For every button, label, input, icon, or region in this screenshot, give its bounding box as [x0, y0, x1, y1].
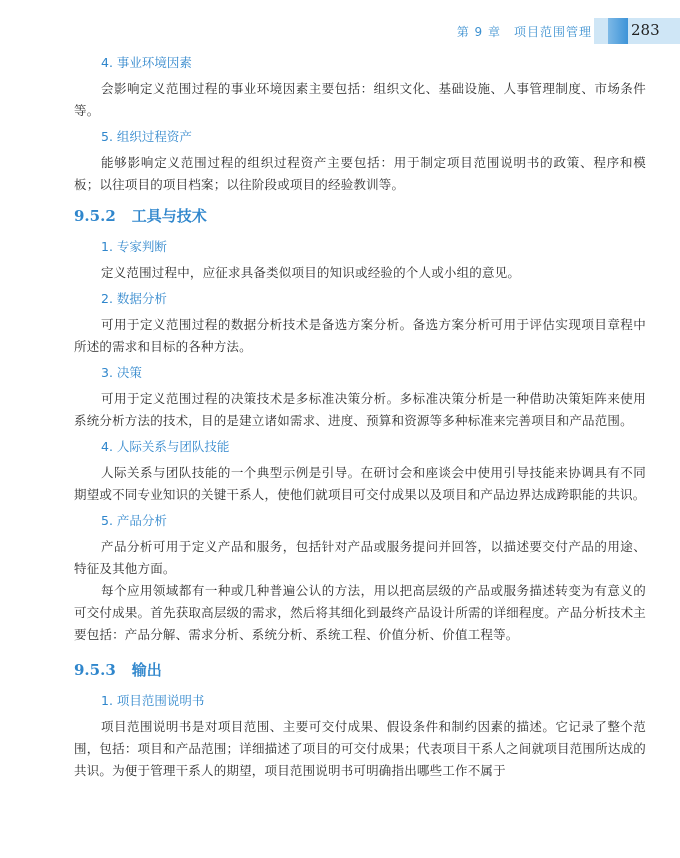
subsection-number: 9.5.2 — [74, 207, 116, 225]
paragraph: 每个应用领域都有一种或几种普遍公认的方法，用以把高层级的产品或服务描述转变为有意义的可交付成果。首先获取高层级的需求，然后将其细化到最终产品设计所需的详细程度。产品分析技术主要包括：产品分解、需求分析、系统分析、系统工程、价值分析、价值工程等。 — [74, 583, 646, 642]
subsection-heading — [74, 654, 646, 686]
subsection-heading — [74, 200, 646, 232]
paragraph: 能够影响定义范围过程的组织过程资产主要包括：用于制定项目范围说明书的政策、程序和模板；以往项目的项目档案；以往阶段或项目的经验教训等。 — [74, 155, 646, 192]
paragraph: 项目范围说明书是对项目范围、主要可交付成果、假设条件和制约因素的描述。它记录了整个范围，包括：项目和产品范围；详细描述了项目的可交付成果；代表项目干系人之间就项目范围所达成的共识。为便于管理干系人的期望，项目范围说明书可明确指出哪些工作不属于 — [74, 719, 646, 778]
paragraph: 可用于定义范围过程的决策技术是多标准决策分析。多标准决策分析是一种借助决策矩阵来使用系统分析方法的技术，目的是建立诸如需求、进度、预算和资源等多种标准来完善项目和产品范围。 — [74, 391, 646, 428]
section-heading: 3. 决策 — [101, 365, 142, 380]
section-heading: 5. 组织过程资产 — [101, 129, 192, 144]
paragraph: 产品分析可用于定义产品和服务，包括针对产品或服务提问并回答，以描述要交付产品的用途、特征及其他方面。 — [74, 539, 646, 576]
section-heading: 1. 项目范围说明书 — [101, 693, 205, 708]
section-heading: 4. 事业环境因素 — [101, 55, 192, 70]
section-heading: 2. 数据分析 — [101, 291, 167, 306]
subsection-number: 9.5.3 — [74, 661, 116, 679]
section-heading: 1. 专家判断 — [101, 239, 167, 254]
section-heading: 5. 产品分析 — [101, 513, 167, 528]
subsection-title: 工具与技术 — [131, 207, 207, 225]
page-content — [74, 52, 646, 782]
header-tab-marker — [608, 18, 628, 44]
paragraph: 可用于定义范围过程的数据分析技术是备选方案分析。备选方案分析可用于评估实现项目章程中所述的需求和目标的各种方法。 — [74, 317, 646, 354]
subsection-title: 输出 — [131, 661, 162, 679]
page-number: 283 — [631, 21, 660, 39]
section-heading: 4. 人际关系与团队技能 — [101, 439, 230, 454]
paragraph: 人际关系与团队技能的一个典型示例是引导。在研讨会和座谈会中使用引导技能来协调具有不同期望或不同专业知识的关键干系人，使他们就项目可交付成果以及项目和产品边界达成跨职能的共识。 — [74, 465, 646, 502]
paragraph: 定义范围过程中，应征求具备类似项目的知识或经验的个人或小组的意见。 — [101, 265, 521, 280]
page-header — [0, 18, 680, 44]
paragraph: 会影响定义范围过程的事业环境因素主要包括：组织文化、基础设施、人事管理制度、市场条件等。 — [74, 81, 646, 118]
chapter-title: 第 9 章 项目范围管理 — [456, 25, 592, 39]
